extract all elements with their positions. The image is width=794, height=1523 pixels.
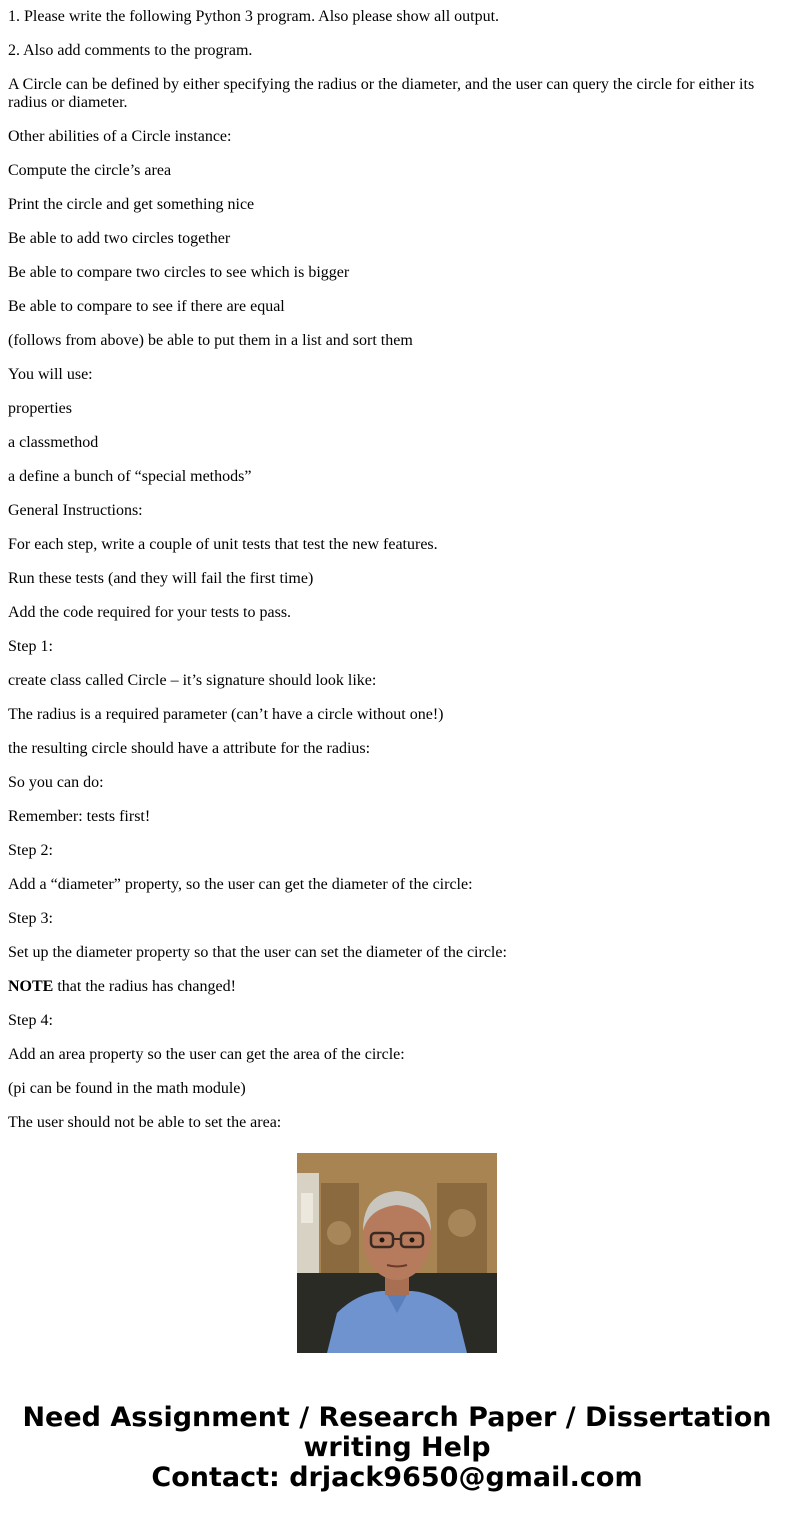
paragraph: Add a “diameter” property, so the user can get the diameter of the circle: xyxy=(8,876,473,893)
promo-contact: Contact: drjack9650@gmail.com xyxy=(151,1462,643,1493)
paragraph: Step 3: xyxy=(8,910,53,927)
paragraph: Set up the diameter property so that the user can set the diameter of the circle: xyxy=(8,944,507,961)
paragraph: Step 4: xyxy=(8,1012,53,1029)
paragraph: Be able to compare to see if there are equal xyxy=(8,298,285,315)
paragraph: So you can do: xyxy=(8,774,104,791)
portrait-image xyxy=(297,1153,497,1353)
paragraph: Step 1: xyxy=(8,638,53,655)
promo-line-2: writing Help xyxy=(303,1432,491,1463)
paragraph: 1. Please write the following Python 3 program. Also please show all output. xyxy=(8,8,500,25)
paragraph: You will use: xyxy=(8,366,93,383)
paragraph: The user should not be able to set the area: xyxy=(8,1114,282,1131)
paragraph: a classmethod xyxy=(8,434,99,451)
promo-line-1: Need Assignment / Research Paper / Dissertation xyxy=(22,1402,772,1433)
paragraph: 2. Also add comments to the program. xyxy=(8,42,253,59)
paragraph: Add an area property so the user can get the area of the circle: xyxy=(8,1046,405,1063)
paragraph: Be able to compare two circles to see which is bigger xyxy=(8,264,350,281)
paragraph: Run these tests (and they will fail the first time) xyxy=(8,570,314,587)
paragraph: General Instructions: xyxy=(8,502,143,519)
paragraph: create class called Circle – it’s signature should look like: xyxy=(8,672,377,689)
paragraph: (pi can be found in the math module) xyxy=(8,1080,246,1097)
paragraph: properties xyxy=(8,400,72,417)
paragraph: Compute the circle’s area xyxy=(8,162,172,179)
note-label: NOTE xyxy=(8,978,54,995)
paragraph: The radius is a required parameter (can’t have a circle without one!) xyxy=(8,706,444,723)
paragraph: A Circle can be defined by either specifying the radius or the diameter, and the user can query the circle for either its radius or diameter. xyxy=(8,76,755,111)
promo-banner xyxy=(0,1403,794,1493)
author-photo xyxy=(297,1153,497,1353)
note-text: that the radius has changed! xyxy=(53,978,236,995)
paragraph: Be able to add two circles together xyxy=(8,230,231,247)
paragraph: the resulting circle should have a attribute for the radius: xyxy=(8,740,371,757)
paragraph: (follows from above) be able to put them in a list and sort them xyxy=(8,332,413,349)
note-paragraph xyxy=(8,978,778,996)
paragraph: a define a bunch of “special methods” xyxy=(8,468,252,485)
paragraph: Step 2: xyxy=(8,842,53,859)
paragraph: Remember: tests first! xyxy=(8,808,151,825)
paragraph: Add the code required for your tests to pass. xyxy=(8,604,292,621)
paragraph: Other abilities of a Circle instance: xyxy=(8,128,232,145)
paragraph: For each step, write a couple of unit tests that test the new features. xyxy=(8,536,438,553)
paragraph: Print the circle and get something nice xyxy=(8,196,255,213)
document-body xyxy=(8,0,778,1131)
